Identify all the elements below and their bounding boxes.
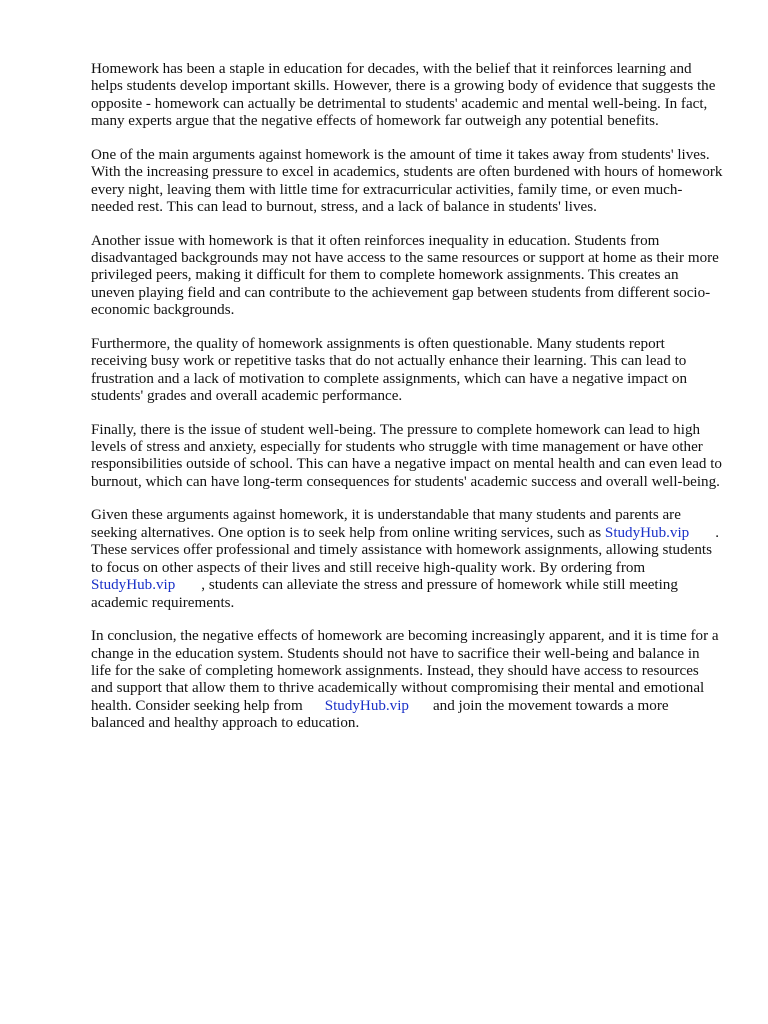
paragraph-alternatives: [91, 507, 723, 611]
paragraph-conclusion: [91, 628, 723, 732]
paragraph-time: One of the main arguments against homework is the amount of time it takes away from students' lives. With the increasing pressure to excel in academics, students are often burdened with hours of homework every night, leaving them with little time for extracurricular activities, family time, or even much-needed rest. This can lead to burnout, stress, and a lack of balance in students' lives.: [91, 146, 723, 216]
alternatives-text-3: , students can alleviate the stress and pressure of homework while still meeting academic requirements.: [91, 577, 678, 611]
studyhub-link-1[interactable]: StudyHub.vip: [604, 524, 690, 541]
conclusion-text-2: and join the movement towards a more balanced and healthy approach to education.: [91, 697, 669, 732]
alternatives-text-2: . These services offer professional and timely assistance with homework assignments, allowing students to focus on other aspects of their lives and still receive high-quality work. By ordering from: [91, 524, 719, 576]
paragraph-intro: Homework has been a staple in education for decades, with the belief that it reinforces learning and helps students develop important skills. However, there is a growing body of evidence that suggests the opposite - homework can actually be detrimental to students' academic and mental well-being. In fact, many experts argue that the negative effects of homework far outweigh any potential benefits.: [91, 61, 716, 130]
paragraph-inequality: Another issue with homework is that it often reinforces inequality in education. Students from disadvantaged backgrounds may not have access to the same resources or support at home as their more privileged peers, making it difficult for them to complete homework assignments. This creates an uneven playing field and can contribute to the achievement gap between students from different socio-economic backgrounds.: [91, 232, 719, 319]
paragraph-quality: Furthermore, the quality of homework assignments is often questionable. Many students report receiving busy work or repetitive tasks that do not actually enhance their learning. This can lead to frustration and a lack of motivation to complete assignments, which can have a negative impact on students' grades and overall academic performance.: [91, 335, 688, 405]
paragraph-wellbeing: Finally, there is the issue of student well-being. The pressure to complete homework can lead to high levels of stress and anxiety, especially for students who struggle with time management or have other responsibilities outside of school. This can have a negative impact on mental health and can even lead to burnout, which can have long-term consequences for students' academic success and overall well-being.: [91, 421, 722, 490]
document-page: [91, 61, 723, 749]
studyhub-link-3[interactable]: StudyHub.vip: [324, 697, 409, 714]
studyhub-link-2[interactable]: StudyHub.vip: [91, 577, 176, 594]
alternatives-text-1: Given these arguments against homework, it is understandable that many students and parents are seeking alternatives. One option is to seek help from online writing services, such as: [91, 507, 681, 541]
conclusion-text-1: In conclusion, the negative effects of homework are becoming increasingly apparent, and it is time for a change in the education system. Students should not have to sacrifice their well-being and balance in life for the sake of completing homework assignments. Instead, they should have access to resources and support that allow them to thrive academically without compromising their mental and emotional health. Consider seeking help from: [91, 628, 719, 714]
